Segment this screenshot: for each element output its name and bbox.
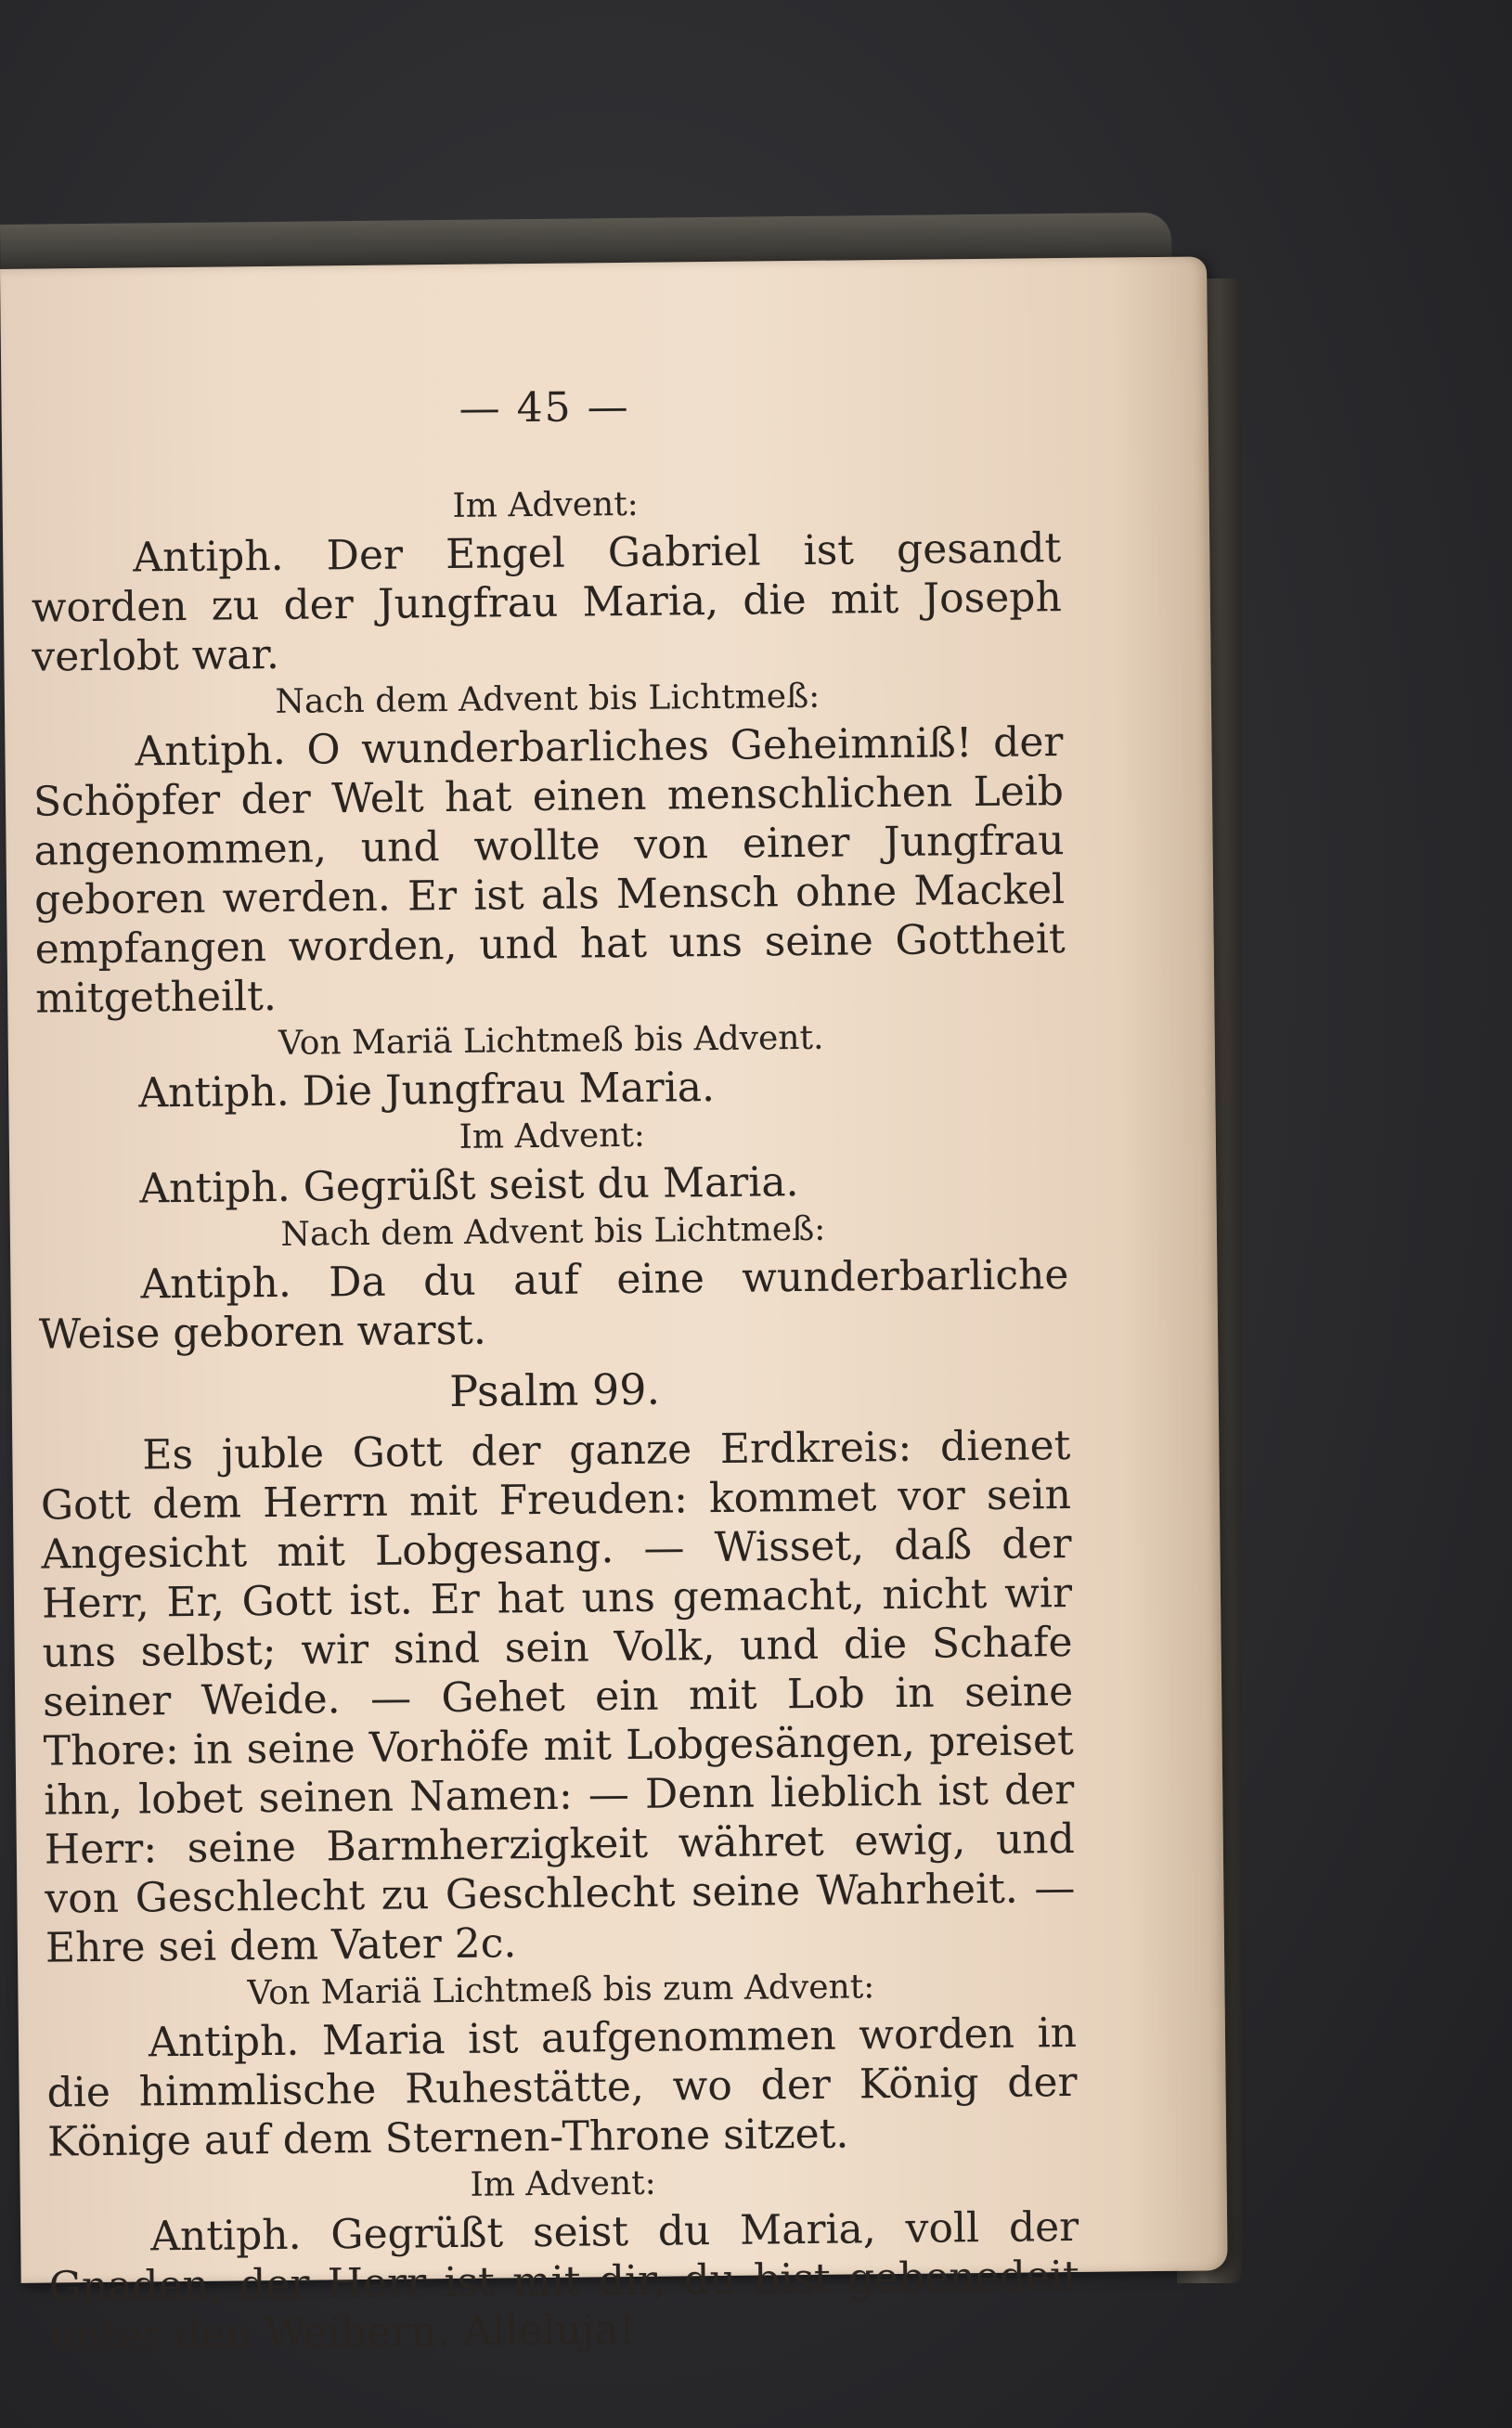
antiphon-paragraph: Antiph. Die Jungfrau Maria.	[138, 1063, 716, 1117]
page-number: — 45 —	[459, 382, 630, 433]
rubric-heading: Nach dem Advent bis Lichtmeß:	[280, 1209, 826, 1254]
psalm-text: Es juble Gott der ganze Erdkreis: dienet Gott dem Herrn mit Freuden: kommet vor sein Angesicht mit Lobgesang. — Wisset, daß der Herr, Er, Gott ist. Er hat uns gemacht, nicht wir uns selbst; wir sind sein Volk, und die Schafe seiner Weide. — Gehet ein mit Lob in seine Thore: in seine Vorhöfe mit Lobgesängen, preiset ihn, lobet seinen Namen: — Denn lieblich ist der Herr: seine Barmherzigkeit währet ewig, und von Geschlecht zu Geschlecht seine Wahrheit. — Ehre sei dem Vater 2c.	[40, 1421, 1076, 1972]
rubric-heading: Von Mariä Lichtmeß bis zum Advent:	[247, 1968, 875, 2013]
rubric-heading: Nach dem Advent bis Lichtmeß:	[275, 677, 821, 721]
antiphon-paragraph: Antiph. Der Engel Gabriel ist gesandt worden zu der Jungfrau Maria, die mit Joseph verlobt war.	[31, 524, 1063, 681]
rubric-heading: Im Advent:	[459, 1116, 646, 1156]
psalm-title: Psalm 99.	[448, 1363, 661, 1416]
antiphon-paragraph: Antiph. Da du auf eine wunderbarliche Weise geboren warst.	[38, 1251, 1069, 1359]
antiphon-paragraph: Antiph. O wunderbarliches Geheimniß! der Schöpfer der Welt hat einen menschlichen Leib angenommen, und wollte von einer Jungfrau geboren werden. Er ist als Mensch ohne Mackel empfangen worden, und hat uns seine Gottheit mitgetheilt.	[32, 718, 1066, 1023]
rubric-heading: Im Advent:	[470, 2163, 656, 2204]
page-content	[29, 379, 1079, 2361]
rubric-heading: Von Mariä Lichtmeß bis Advent.	[278, 1018, 824, 1063]
book-page	[0, 256, 1228, 2360]
antiphon-paragraph: Antiph. Maria ist aufgenommen worden in die himmlische Ruhestätte, wo der König der Könige auf dem Sternen-Throne sitzet.	[46, 2008, 1078, 2166]
antiphon-paragraph: Antiph. Gegrüßt seist du Maria.	[139, 1158, 799, 1213]
antiphon-paragraph: Antiph. Gegrüßt seist du Maria, voll der Gnaden, der Herr ist mit dir, du bist gebenedeit unter den Weibern. Alleluja!	[48, 2202, 1079, 2360]
rubric-heading: Im Advent:	[452, 484, 640, 525]
